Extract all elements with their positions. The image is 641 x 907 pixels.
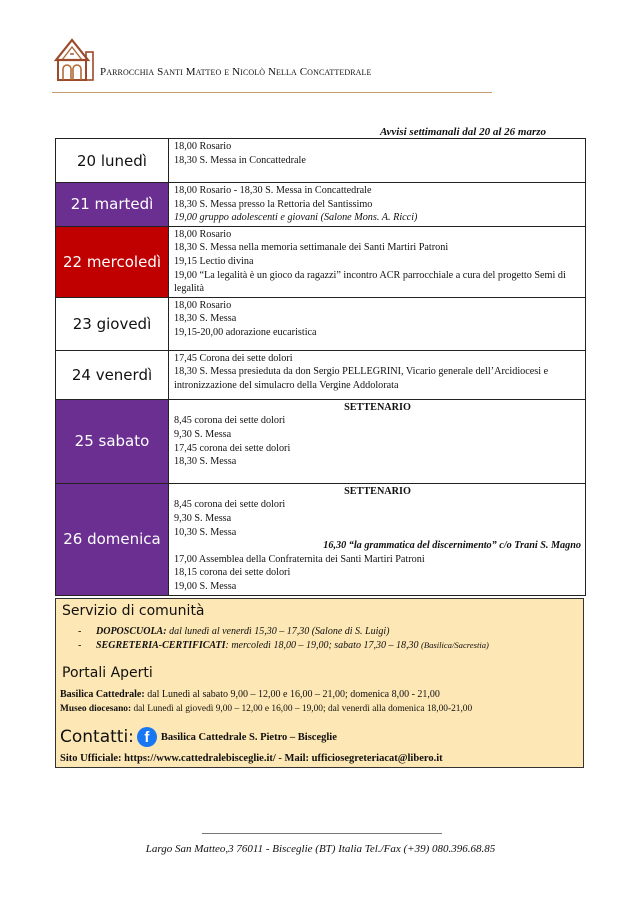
day-cell: 21 martedì xyxy=(56,183,169,227)
schedule-row xyxy=(56,483,586,595)
event-line: 17,00 Assemblea della Confraternita dei Santi Martiri Patroni xyxy=(174,553,425,565)
contatti-label: Contatti: xyxy=(60,727,134,747)
events-cell xyxy=(169,183,586,227)
schedule-row xyxy=(56,226,586,297)
event-line: 18,00 Rosario xyxy=(174,299,232,311)
events-cell xyxy=(169,139,586,183)
day-cell: 26 domenica xyxy=(56,483,169,595)
day-cell: 24 venerdì xyxy=(56,350,169,399)
schedule-row xyxy=(56,399,586,483)
event-line: 18,30 S. Messa xyxy=(174,456,237,468)
events-cell xyxy=(169,483,586,595)
event-line: 18,00 Rosario - 18,30 S. Messa in Concattedrale xyxy=(174,185,372,196)
event-line: 17,45 corona dei sette dolori xyxy=(174,442,291,454)
portali-heading: Portali Aperti xyxy=(62,665,153,681)
church-logo-icon xyxy=(52,36,96,84)
event-line: SETTENARIO xyxy=(344,401,411,413)
events-cell xyxy=(169,297,586,350)
schedule-row xyxy=(56,350,586,399)
weekly-schedule-table xyxy=(55,138,586,596)
contacts-row xyxy=(60,727,337,747)
events-cell xyxy=(169,399,586,483)
event-line: SETTENARIO xyxy=(344,485,411,497)
schedule-row xyxy=(56,183,586,227)
facebook-page-link[interactable]: Basilica Cattedrale S. Pietro – Bisceglie xyxy=(160,731,337,743)
schedule-row xyxy=(56,139,586,183)
event-line: 17,45 Corona dei sette dolori xyxy=(174,352,293,364)
day-cell: 23 giovedì xyxy=(56,297,169,350)
event-line: 19,00 “La legalità è un gioco da ragazzi” incontro ACR parrocchiale a cura del progetto Semi di legalità xyxy=(174,269,566,295)
day-cell: 22 mercoledì xyxy=(56,226,169,297)
footer-divider xyxy=(202,833,442,834)
event-line: 18,00 Rosario xyxy=(174,141,232,152)
info-box xyxy=(55,598,584,768)
event-line: 19,00 gruppo adolescenti e giovani (Salone Mons. A. Ricci) xyxy=(174,212,418,224)
event-line: 16,30 “la grammatica del discernimento” c/o Trani S. Magno xyxy=(323,540,581,552)
event-line: 19,00 S. Messa xyxy=(174,580,237,592)
doposcuola-item: - DOPOSCUOLA: dal lunedì al venerdì 15,30 – 17,30 (Salone di S. Luigi) xyxy=(78,626,390,637)
week-title: Avvisi settimanali dal 20 al 26 marzo xyxy=(380,126,547,138)
events-cell xyxy=(169,350,586,399)
footer-address: Largo San Matteo,3 76011 - Bisceglie (BT) Italia Tel./Fax (+39) 080.396.68.85 xyxy=(145,843,496,855)
header-divider xyxy=(52,92,492,93)
facebook-icon[interactable]: f xyxy=(137,727,157,747)
event-line: 9,30 S. Messa xyxy=(174,428,232,440)
event-line: 9,30 S. Messa xyxy=(174,512,232,524)
event-line: 18,30 S. Messa presso la Rettoria del Santissimo xyxy=(174,198,373,210)
day-cell: 20 lunedì xyxy=(56,139,169,183)
servizio-heading: Servizio di comunità xyxy=(62,603,205,619)
event-line: 10,30 S. Messa xyxy=(174,526,237,538)
basilica-hours: Basilica Cattedrale: dal Lunedì al sabato 9,00 – 12,00 e 16,00 – 21,00; domenica 8,00 - 21,00 xyxy=(60,689,440,700)
event-line: 8,45 corona dei sette dolori xyxy=(174,415,286,427)
event-line: 18,30 S. Messa presieduta da don Sergio PELLEGRINI, Vicario generale dell’Arcidiocesi e intronizzazione del simulacro della Vergine Addolorata xyxy=(174,366,549,391)
event-line: 18,00 Rosario xyxy=(174,228,232,240)
event-line: 19,15 Lectio divina xyxy=(174,255,254,267)
website-mail-line[interactable]: Sito Ufficiale: https://www.cattedralebisceglie.it/ - Mail: ufficiosegreteriacat@libero.it xyxy=(60,753,443,764)
events-cell xyxy=(169,226,586,297)
schedule-row xyxy=(56,297,586,350)
event-line: 18,30 S. Messa xyxy=(174,313,237,325)
event-line: 18,15 corona dei sette dolori xyxy=(174,567,291,579)
parish-title: Parrocchia Santi Matteo e Nicolò Nella Concattedrale xyxy=(100,66,372,78)
event-line: 18,30 S. Messa in Concattedrale xyxy=(174,154,306,166)
event-line: 19,15-20,00 adorazione eucaristica xyxy=(174,326,317,338)
day-cell: 25 sabato xyxy=(56,399,169,483)
segreteria-item: - SEGRETERIA-CERTIFICATI: mercoledì 18,00 – 19,00; sabato 17,30 – 18,30 (Basilica/Sacrestia) xyxy=(78,640,489,651)
event-line: 18,30 S. Messa nella memoria settimanale dei Santi Martiri Patroni xyxy=(174,242,449,254)
museo-hours: Museo diocesano: dal Lunedì al giovedì 9,00 – 12,00 e 16,00 – 19,00; dal venerdì alla domenica 18,00-21,00 xyxy=(60,704,473,714)
event-line: 8,45 corona dei sette dolori xyxy=(174,499,286,511)
